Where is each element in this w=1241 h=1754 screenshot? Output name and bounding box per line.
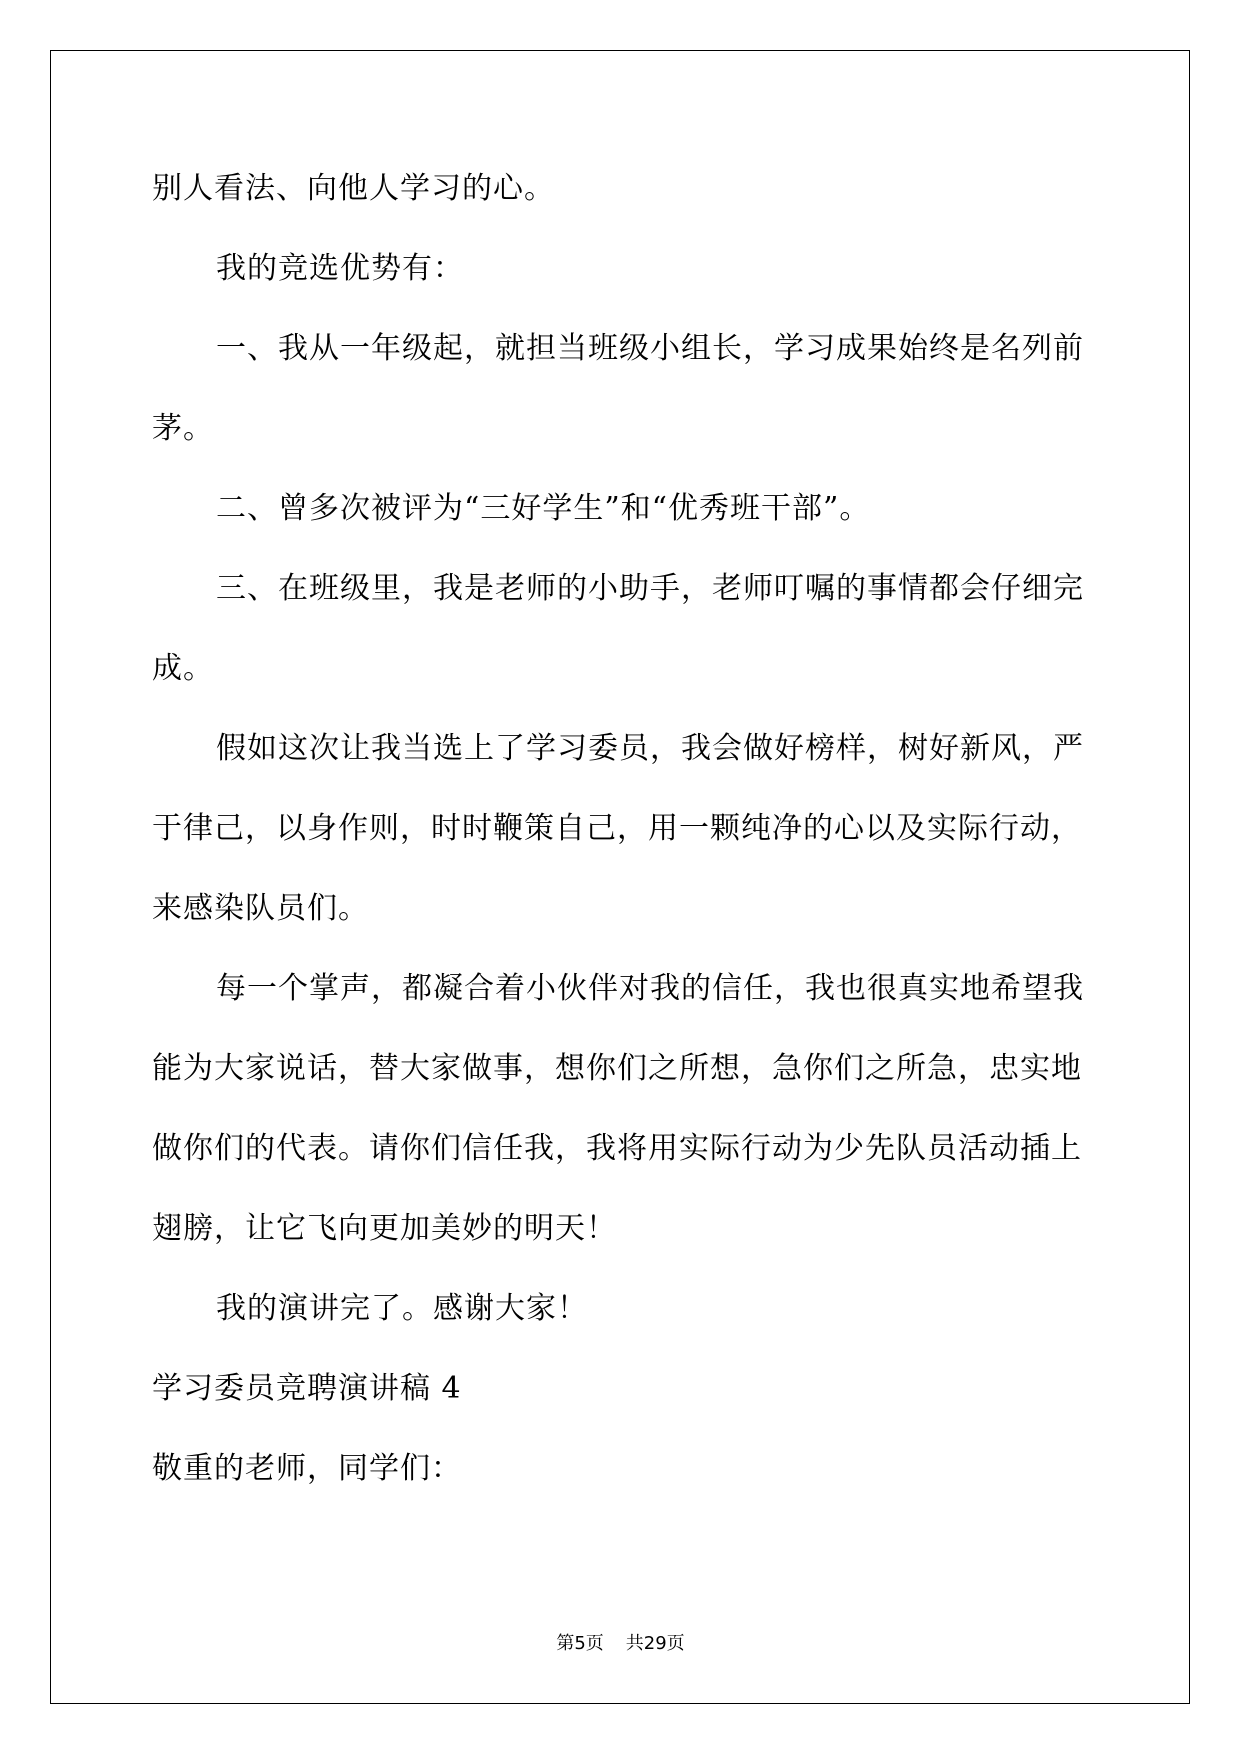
page-footer: [0, 1633, 1241, 1655]
footer-total-pages: 29: [643, 1633, 667, 1654]
body-line-7: 成。: [152, 651, 214, 686]
body-line-13: 做你们的代表。请你们信任我，我将用实际行动为少先队员活动插上: [152, 1131, 1082, 1166]
footer-page-number: 5: [574, 1633, 586, 1654]
body-line-8: 假如这次让我当选上了学习委员，我会做好榜样，树好新风，严: [216, 731, 1084, 766]
body-line-10: 来感染队员们。: [152, 891, 369, 926]
body-line-3: 一、我从一年级起，就担当班级小组长，学习成果始终是名列前: [216, 331, 1084, 366]
body-line-12: 能为大家说话，替大家做事，想你们之所想，急你们之所急，忠实地: [152, 1051, 1082, 1086]
body-line-9: 于律己，以身作则，时时鞭策自己，用一颗纯净的心以及实际行动，: [152, 811, 1082, 846]
body-line-15: 我的演讲完了。感谢大家！: [216, 1291, 588, 1326]
footer-page-suffix: 页: [585, 1633, 604, 1654]
footer-total-prefix: 共: [625, 1633, 644, 1654]
body-line-1: 别人看法、向他人学习的心。: [152, 171, 555, 206]
body-line-4: 茅。: [152, 411, 214, 446]
footer-prefix: 第: [556, 1633, 575, 1654]
body-line-14: 翅膀，让它飞向更加美妙的明天！: [152, 1211, 617, 1246]
section-heading: 学习委员竞聘演讲稿 4: [152, 1371, 462, 1406]
body-line-11: 每一个掌声，都凝合着小伙伴对我的信任，我也很真实地希望我: [216, 971, 1084, 1006]
body-line-6: 三、在班级里，我是老师的小助手，老师叮嘱的事情都会仔细完: [216, 571, 1084, 606]
body-line-2: 我的竞选优势有：: [216, 251, 464, 286]
body-line-5: 二、曾多次被评为“三好学生”和“优秀班干部”。: [216, 491, 871, 526]
salutation-line: 敬重的老师，同学们：: [152, 1451, 462, 1486]
footer-total-suffix: 页: [666, 1633, 685, 1654]
